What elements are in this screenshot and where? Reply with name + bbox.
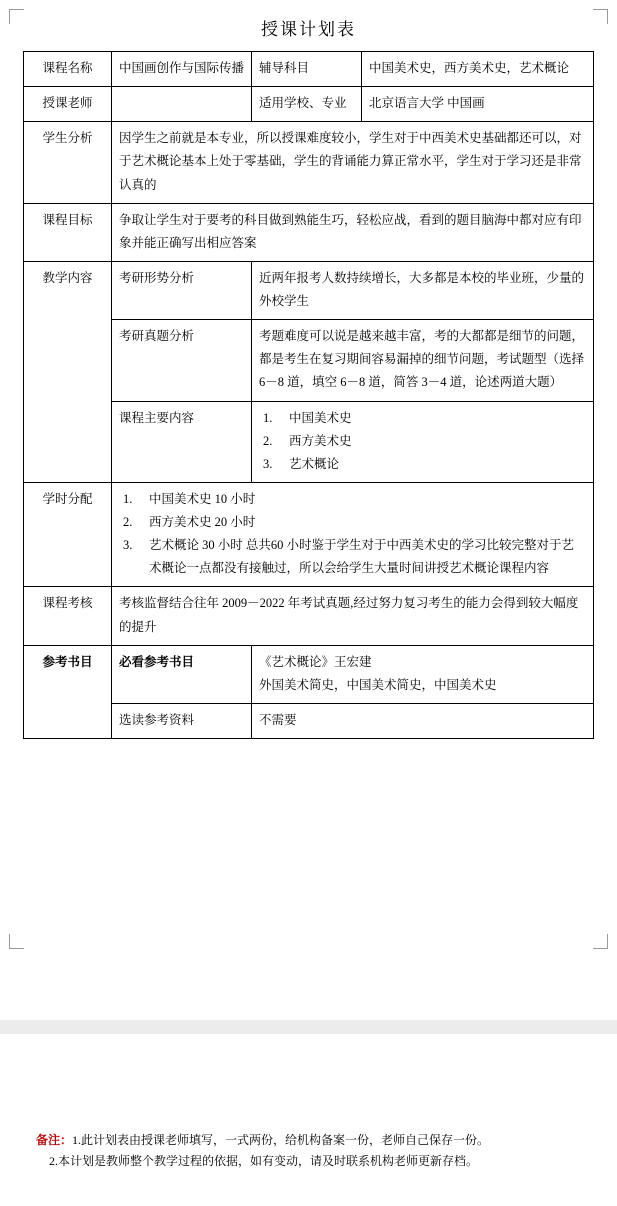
teacher-value — [112, 87, 252, 122]
teaching-plan-table — [23, 51, 594, 739]
list-item — [259, 407, 586, 430]
note-label: 备注 — [36, 1133, 61, 1147]
table-row — [24, 645, 594, 703]
list-item-label: 中国美术史 10 小时 — [149, 491, 256, 506]
list-number: 2. — [123, 515, 133, 529]
table-row — [24, 587, 594, 645]
list-item-label: 艺术概论 — [289, 456, 340, 471]
reference-label: 参考书目 — [24, 645, 112, 738]
list-number: 1. — [263, 410, 273, 425]
table-row — [24, 87, 594, 122]
course-main-content-value — [252, 401, 594, 482]
list-item — [119, 488, 586, 511]
past-paper-label: 考研真题分析 — [112, 320, 252, 401]
list-number: 1. — [123, 491, 133, 506]
must-read-line-1: 《艺术概论》王宏建 — [259, 654, 372, 669]
footer-notes — [0, 1130, 617, 1172]
assessment-label: 课程考核 — [24, 587, 112, 645]
list-item — [119, 511, 586, 534]
list-item — [119, 534, 586, 580]
page-separator-bar — [0, 1020, 617, 1034]
table-row — [24, 482, 594, 587]
page-title: 授课计划表 — [261, 20, 356, 39]
school-major-value: 北京语言大学 中国画 — [362, 87, 594, 122]
course-name-value: 中国画创作与国际传播 — [112, 52, 252, 87]
list-number: 3. — [123, 538, 133, 553]
hours-allocation-label: 学时分配 — [24, 482, 112, 587]
hours-allocation-value — [112, 482, 594, 587]
course-goal-label: 课程目标 — [24, 203, 112, 261]
course-name-label: 课程名称 — [24, 52, 112, 87]
table-row — [24, 122, 594, 203]
list-item — [259, 430, 586, 453]
crop-mark-top-left — [9, 9, 24, 24]
list-item-label: 中国美术史 — [289, 410, 352, 425]
hours-allocation-list — [119, 488, 586, 581]
must-read-value — [252, 645, 594, 703]
tutoring-subject-value: 中国美术史，西方美术史，艺术概论 — [362, 52, 594, 87]
past-paper-value: 考题难度可以说是越来越丰富，考的大都都是细节的问题，都是考生在复习期间容易漏掉的细节问题，考试题型（选择 6－8 道，填空 6－8 道，简答 3－4 道，论述两道大题） — [252, 320, 594, 401]
footer-line-2 — [0, 1151, 617, 1172]
student-analysis-value: 因学生之前就是本专业，所以授课难度较小，学生对于中西美术史基础都还可以，对于艺术概论基本上处于零基础，学生的背诵能力算正常水平，学生对于学习还是非常认真的 — [112, 122, 594, 203]
teaching-content-label: 教学内容 — [24, 261, 112, 482]
list-item-label: 西方美术史 20 小时 — [149, 515, 256, 529]
crop-mark-top-right — [593, 9, 608, 24]
list-item-label: 艺术概论 30 小时 总共60 小时鉴于学生对于中西美术史的学习比较完整对于艺术概论一点都没有接触过，所以会给学生大量时间讲授艺术概论课程内容 — [149, 538, 575, 576]
optional-reading-value: 不需要 — [252, 703, 594, 738]
list-number: 3. — [263, 456, 273, 471]
exam-trend-label: 考研形势分析 — [112, 261, 252, 319]
course-main-content-label: 课程主要内容 — [112, 401, 252, 482]
note-colon: ： — [60, 1133, 73, 1147]
exam-trend-value: 近两年报考人数持续增长，大多都是本校的毕业班，少量的外校学生 — [252, 261, 594, 319]
tutoring-subject-label: 辅导科目 — [252, 52, 362, 87]
crop-mark-bottom-right — [593, 934, 608, 949]
footer-text-1: 1.此计划表由授课老师填写，一式两份，给机构备案一份，老师自己保存一份。 — [72, 1133, 490, 1147]
crop-mark-bottom-left — [9, 934, 24, 949]
footer-text-2: 2.本计划是教师整个教学过程的依据，如有变动，请及时联系机构老师更新存档。 — [49, 1154, 479, 1168]
table-row — [24, 261, 594, 319]
student-analysis-label: 学生分析 — [24, 122, 112, 203]
list-number: 2. — [263, 433, 273, 448]
optional-reading-label: 选读参考资料 — [112, 703, 252, 738]
list-item — [259, 453, 586, 476]
course-main-content-list — [259, 407, 586, 476]
teacher-label: 授课老师 — [24, 87, 112, 122]
assessment-value: 考核监督结合往年 2009－2022 年考试真题,经过努力复习考生的能力会得到较大幅度的提升 — [112, 587, 594, 645]
table-row — [24, 203, 594, 261]
table-row — [24, 52, 594, 87]
list-item-label: 西方美术史 — [289, 433, 352, 448]
must-read-label: 必看参考书目 — [112, 645, 252, 703]
school-major-label: 适用学校、专业 — [252, 87, 362, 122]
footer-line-1 — [0, 1130, 617, 1151]
course-goal-value: 争取让学生对于要考的科目做到熟能生巧，轻松应战，看到的题目脑海中都对应有印象并能正确写出相应答案 — [112, 203, 594, 261]
must-read-line-2: 外国美术简史，中国美术简史，中国美术史 — [259, 677, 497, 692]
